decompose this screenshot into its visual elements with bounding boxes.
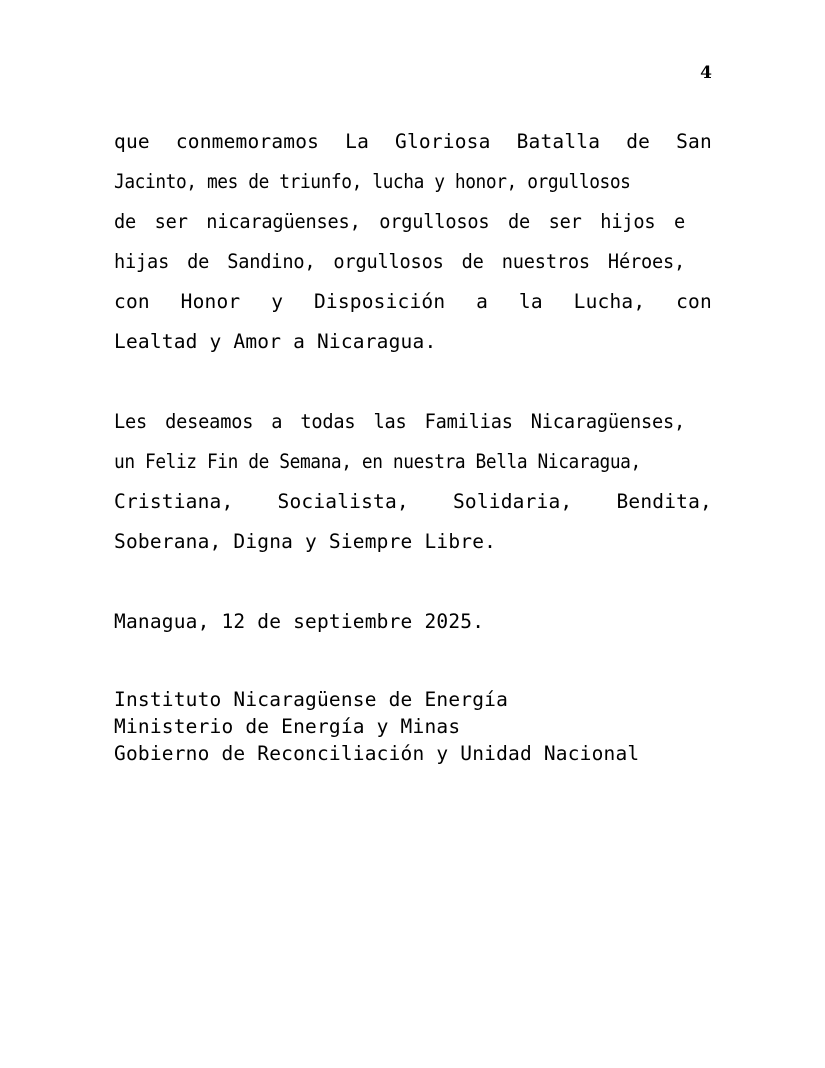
word: de	[461, 250, 484, 273]
word: y	[271, 290, 284, 313]
word: a	[271, 410, 283, 433]
word: de	[187, 250, 210, 273]
word: la	[518, 290, 543, 313]
word: hijas	[114, 250, 170, 273]
signature-block	[114, 686, 734, 767]
word: de	[114, 210, 137, 233]
word: orgullosos	[333, 250, 444, 273]
word: Héroes,	[607, 250, 686, 273]
document-body	[114, 122, 712, 562]
paragraph-2	[114, 402, 712, 562]
page-number: 4	[700, 63, 712, 83]
word: a	[476, 290, 489, 313]
word: La	[345, 130, 370, 153]
text-line	[114, 202, 685, 242]
word: con	[676, 290, 712, 313]
word: Socialista,	[277, 490, 409, 513]
word: hijos	[600, 210, 656, 233]
word: de	[507, 210, 531, 233]
word: orgullosos	[379, 210, 490, 233]
word: e	[674, 210, 686, 233]
word: Les	[114, 410, 148, 433]
text-line	[114, 242, 685, 282]
text-line	[114, 122, 712, 162]
word: nicaragüenses,	[206, 210, 361, 233]
word: Solidaria,	[452, 490, 573, 513]
signature-line-government: Gobierno de Reconciliación y Unidad Nacional	[114, 742, 640, 765]
word: con	[114, 290, 150, 313]
word: San	[676, 130, 712, 153]
text-line: Soberana, Digna y Siempre Libre.	[114, 530, 497, 553]
signature-line-institution: Instituto Nicaragüense de Energía	[114, 688, 509, 711]
word: deseamos	[165, 410, 254, 433]
date-line: Managua, 12 de septiembre 2025.	[114, 610, 485, 633]
signature-line-ministry: Ministerio de Energía y Minas	[114, 715, 461, 738]
word: Familias	[424, 410, 513, 433]
word: Disposición	[313, 290, 446, 313]
word: Sandino,	[227, 250, 316, 273]
text-line: Jacinto, mes de triunfo, lucha y honor, orgullosos	[114, 170, 631, 193]
word: Gloriosa	[395, 130, 491, 153]
word: de	[626, 130, 651, 153]
word: nuestros	[501, 250, 590, 273]
text-line	[114, 282, 712, 322]
word: todas	[300, 410, 356, 433]
word: las	[373, 410, 407, 433]
word: Batalla	[516, 130, 601, 153]
word: ser	[548, 210, 582, 233]
word: Honor	[180, 290, 241, 313]
paragraph-1	[114, 122, 712, 362]
word: Nicaragüenses,	[530, 410, 686, 433]
text-line: un Feliz Fin de Semana, en nuestra Bella Nicaragua,	[114, 450, 641, 473]
text-line	[114, 482, 712, 522]
word: Bendita,	[616, 490, 712, 513]
text-line	[114, 402, 685, 442]
word: que	[114, 130, 150, 153]
word: conmemoramos	[175, 130, 320, 153]
word: Lucha,	[573, 290, 646, 313]
text-line: Lealtad y Amor a Nicaragua.	[114, 330, 437, 353]
word: Cristiana,	[114, 490, 234, 513]
word: ser	[154, 210, 188, 233]
